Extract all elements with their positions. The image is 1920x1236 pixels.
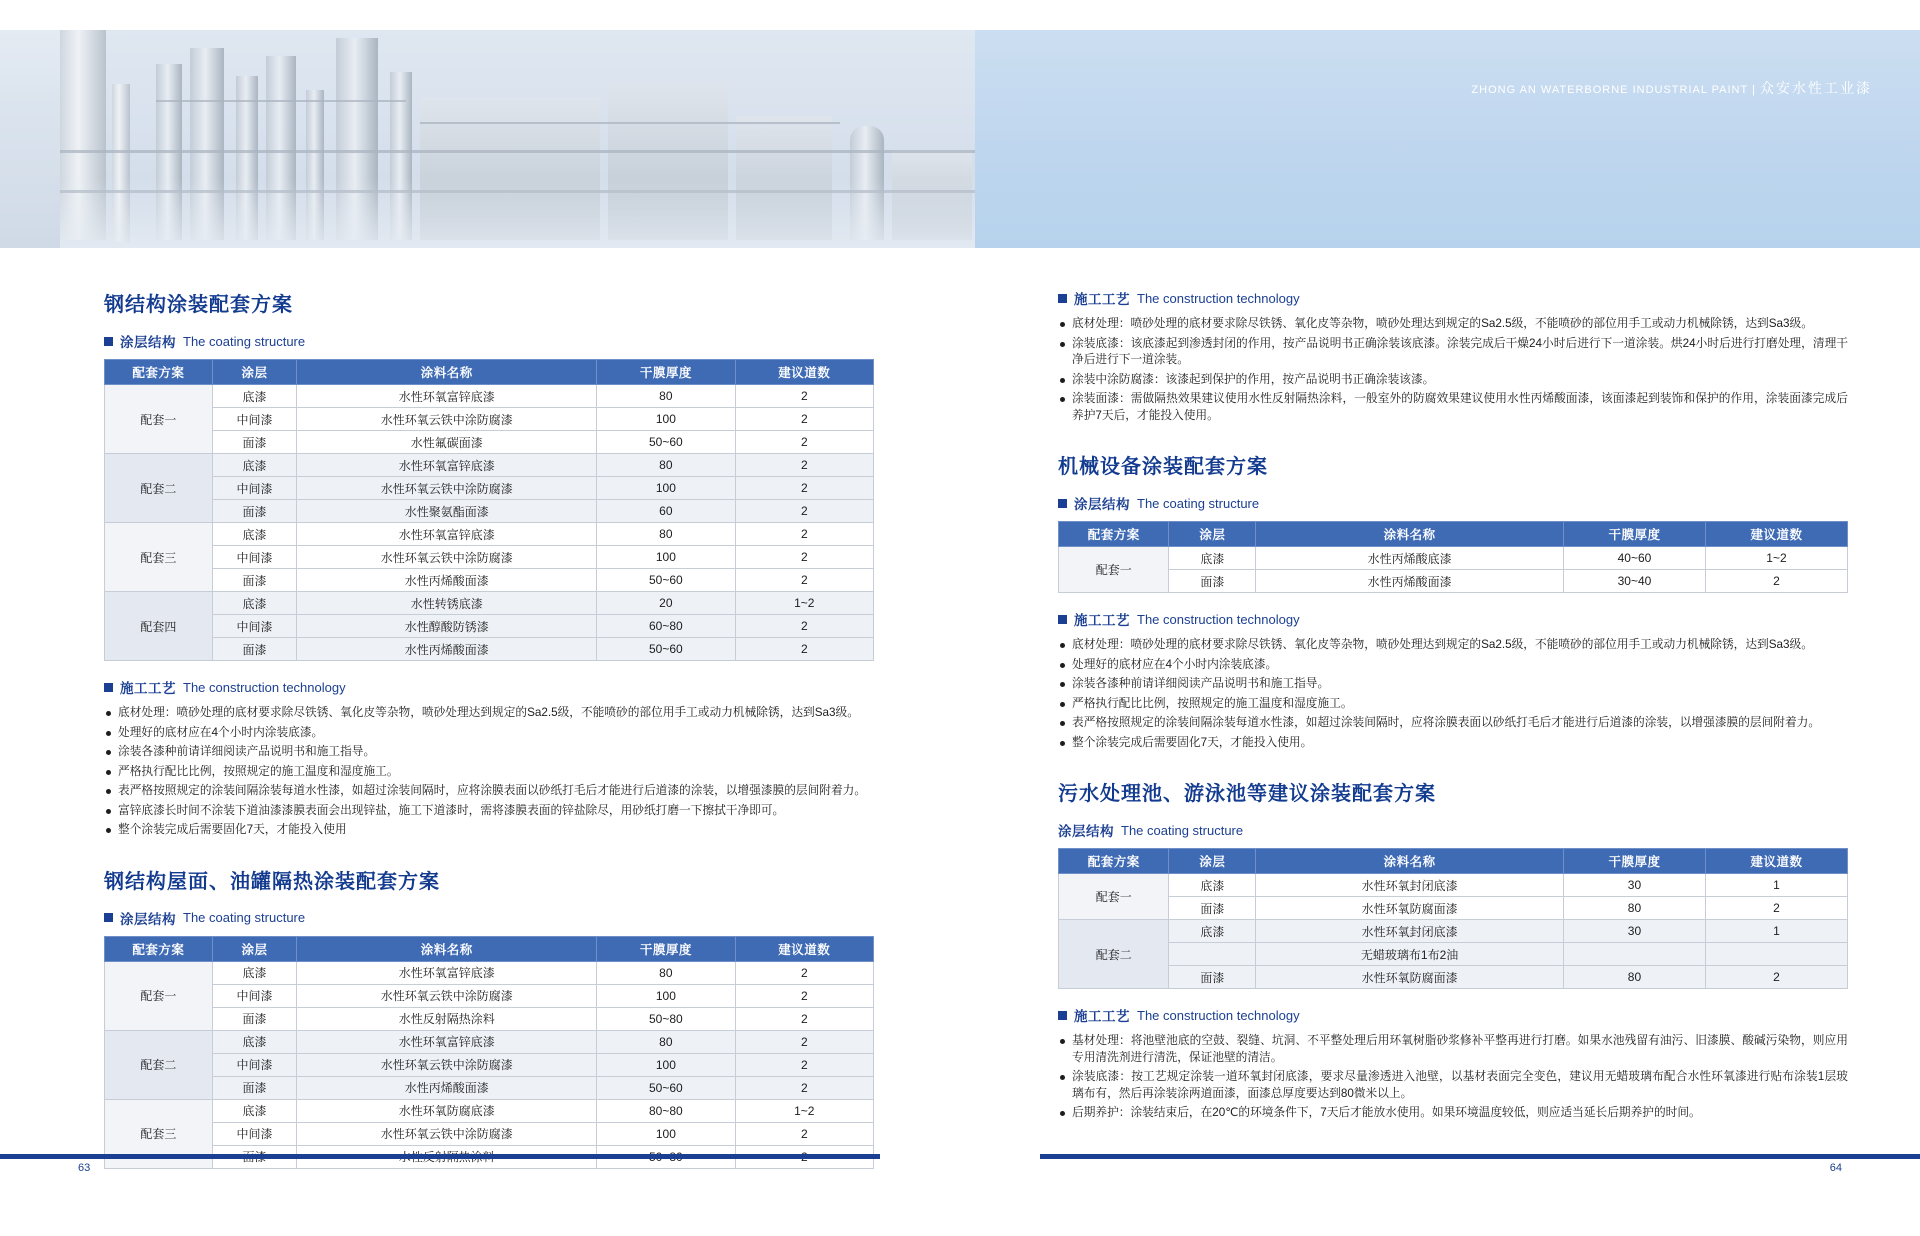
cell-coats: 2 xyxy=(735,984,873,1007)
bullet-item: 表严格按照规定的涂装间隔涂装每道水性漆，如超过涂装间隔时，应将涂膜表面以砂纸打毛后才能进行后道漆的涂装，以增强漆膜的层间附着力。 xyxy=(104,783,874,800)
cell-thickness: 30~40 xyxy=(1563,570,1705,593)
cell-layer: 面漆 xyxy=(212,1076,297,1099)
square-bullet-icon xyxy=(104,337,113,346)
cell-layer: 面漆 xyxy=(1169,570,1256,593)
square-bullet-icon xyxy=(104,913,113,922)
cell-coats: 2 xyxy=(735,1030,873,1053)
cell-coats: 2 xyxy=(735,523,873,546)
section-machinery xyxy=(1058,450,1848,751)
cell-thickness: 100 xyxy=(597,1122,735,1145)
cell-layer: 中间漆 xyxy=(212,1053,297,1076)
cell-thickness: 100 xyxy=(597,984,735,1007)
col-thickness: 干膜厚度 xyxy=(1563,522,1705,547)
table-body xyxy=(1059,874,1848,989)
cell-thickness: 80 xyxy=(597,961,735,984)
cell-thickness: 100 xyxy=(597,546,735,569)
cell-layer: 中间漆 xyxy=(212,546,297,569)
table-row xyxy=(105,638,874,661)
cell-thickness: 30 xyxy=(1563,874,1705,897)
table-row xyxy=(105,1007,874,1030)
bullet-item: 底材处理：喷砂处理的底材要求除尽铁锈、氧化皮等杂物，喷砂处理达到规定的Sa2.5级，不能喷砂的部位用手工或动力机械除锈，达到Sa3级。 xyxy=(104,705,874,722)
col-paint-name: 涂料名称 xyxy=(1256,849,1564,874)
cell-layer xyxy=(1169,943,1256,966)
cell-paint-name: 水性环氧云铁中涂防腐漆 xyxy=(297,408,597,431)
table-row xyxy=(105,1053,874,1076)
cell-paint-name: 水性环氧云铁中涂防腐漆 xyxy=(297,1122,597,1145)
col-paint-name: 涂料名称 xyxy=(297,360,597,385)
cell-thickness: 50~60 xyxy=(597,569,735,592)
col-thickness: 干膜厚度 xyxy=(597,936,735,961)
cell-paint-name: 水性转锈底漆 xyxy=(297,592,597,615)
tech-list-2 xyxy=(1058,637,1848,751)
brand-english: ZHONG AN WATERBORNE INDUSTRIAL PAINT xyxy=(1471,84,1749,96)
cell-coats: 1 xyxy=(1705,920,1847,943)
cell-plan: 配套一 xyxy=(1059,874,1169,920)
cell-layer: 底漆 xyxy=(1169,874,1256,897)
table-body xyxy=(1059,547,1848,593)
section-title-roof-tank: 钢结构屋面、油罐隔热涂装配套方案 xyxy=(104,870,440,893)
table-row xyxy=(105,961,874,984)
subheading-en: The coating structure xyxy=(1121,822,1244,838)
brand-lockup xyxy=(1471,78,1872,98)
tech-block-machinery xyxy=(1058,609,1848,751)
cell-paint-name: 水性环氧富锌底漆 xyxy=(297,454,597,477)
cell-layer: 面漆 xyxy=(212,1007,297,1030)
subheading-cn: 施工工艺 xyxy=(1074,1009,1130,1024)
cell-coats: 2 xyxy=(735,477,873,500)
subheading-coating-structure-3 xyxy=(1058,493,1848,513)
banner-right-panel xyxy=(975,0,1920,258)
cell-layer: 底漆 xyxy=(1169,547,1256,570)
table-header-row xyxy=(105,360,874,385)
square-bullet-icon xyxy=(104,683,113,692)
table-row xyxy=(105,546,874,569)
cell-coats: 2 xyxy=(1705,966,1847,989)
table-row xyxy=(1059,897,1848,920)
bullet-item: 富锌底漆长时间不涂装下道油漆漆膜表面会出现锌盐，施工下道漆时，需将漆膜表面的锌盐除尽，用砂纸打磨一下擦拭干净即可。 xyxy=(104,803,874,820)
table-machinery xyxy=(1058,521,1848,593)
cell-layer: 面漆 xyxy=(212,500,297,523)
cell-layer: 底漆 xyxy=(212,1099,297,1122)
table-row xyxy=(105,1099,874,1122)
tech-block-pool xyxy=(1058,1005,1848,1122)
cell-paint-name: 水性丙烯酸面漆 xyxy=(297,569,597,592)
cell-plan: 配套一 xyxy=(105,385,213,454)
square-bullet-icon xyxy=(1058,615,1067,624)
cell-paint-name: 水性环氧富锌底漆 xyxy=(297,523,597,546)
cell-coats: 2 xyxy=(735,615,873,638)
footer-right xyxy=(1020,1154,1920,1174)
section-pool xyxy=(1058,777,1848,1122)
cell-layer: 底漆 xyxy=(212,523,297,546)
cell-layer: 底漆 xyxy=(212,385,297,408)
cell-layer: 中间漆 xyxy=(212,615,297,638)
cell-plan: 配套二 xyxy=(1059,920,1169,989)
cell-layer: 底漆 xyxy=(212,1030,297,1053)
cell-layer: 面漆 xyxy=(212,431,297,454)
cell-coats: 2 xyxy=(735,408,873,431)
subheading-cn: 施工工艺 xyxy=(1074,292,1130,307)
cell-coats xyxy=(1705,943,1847,966)
table-body xyxy=(105,961,874,1168)
table-steel-structure xyxy=(104,359,874,661)
col-thickness: 干膜厚度 xyxy=(597,360,735,385)
cell-thickness: 50~80 xyxy=(597,1007,735,1030)
cell-coats: 2 xyxy=(735,1053,873,1076)
cell-layer: 底漆 xyxy=(1169,920,1256,943)
square-bullet-icon xyxy=(1058,1011,1067,1020)
col-plan: 配套方案 xyxy=(1059,849,1169,874)
brand-chinese: 众安水性工业漆 xyxy=(1760,80,1872,96)
section-title-steel-structure: 钢结构涂装配套方案 xyxy=(104,294,293,316)
footer-bar xyxy=(1040,1154,1920,1159)
bullet-item: 严格执行配比比例，按照规定的施工温度和湿度施工。 xyxy=(1058,696,1848,713)
table-row xyxy=(105,454,874,477)
cell-coats: 1 xyxy=(1705,874,1847,897)
cell-paint-name: 水性丙烯酸面漆 xyxy=(1256,570,1564,593)
cell-coats: 2 xyxy=(735,385,873,408)
table-row xyxy=(105,569,874,592)
col-plan: 配套方案 xyxy=(105,936,213,961)
cell-paint-name: 水性环氧富锌底漆 xyxy=(297,961,597,984)
cell-coats: 1~2 xyxy=(735,1099,873,1122)
cell-paint-name: 水性聚氨酯面漆 xyxy=(297,500,597,523)
cell-layer: 底漆 xyxy=(212,961,297,984)
col-layer: 涂层 xyxy=(1169,522,1256,547)
table-header-row xyxy=(1059,522,1848,547)
cell-paint-name: 水性丙烯酸面漆 xyxy=(297,638,597,661)
table-row xyxy=(105,592,874,615)
cell-coats: 2 xyxy=(1705,570,1847,593)
subheading-en: The coating structure xyxy=(1137,495,1260,511)
col-paint-name: 涂料名称 xyxy=(297,936,597,961)
bullet-item: 整个涂装完成后需要固化7天，才能投入使用。 xyxy=(1058,735,1848,752)
cell-coats: 2 xyxy=(735,569,873,592)
tech-list-3 xyxy=(1058,1033,1848,1122)
footer-bar xyxy=(0,1154,880,1159)
cell-thickness: 100 xyxy=(597,1053,735,1076)
cell-layer: 底漆 xyxy=(212,592,297,615)
bullet-item: 底材处理：喷砂处理的底材要求除尽铁锈、氧化皮等杂物，喷砂处理达到规定的Sa2.5级，不能喷砂的部位用手工或动力机械除锈，达到Sa3级。 xyxy=(1058,637,1848,654)
cell-thickness xyxy=(1563,943,1705,966)
cell-thickness: 80 xyxy=(597,1030,735,1053)
subheading-en: The coating structure xyxy=(183,910,306,925)
cell-thickness: 50~60 xyxy=(597,431,735,454)
table-row xyxy=(1059,966,1848,989)
bullet-item: 表严格按照规定的涂装间隔涂装每道水性漆，如超过涂装间隔时，应将涂膜表面以砂纸打毛后才能进行后道漆的涂装，以增强漆膜的层间附着力。 xyxy=(1058,715,1848,732)
cell-paint-name: 水性醇酸防锈漆 xyxy=(297,615,597,638)
cell-paint-name: 水性环氧封闭底漆 xyxy=(1256,874,1564,897)
bullet-item: 涂装各漆种前请详细阅读产品说明书和施工指导。 xyxy=(1058,676,1848,693)
cell-plan: 配套二 xyxy=(105,1030,213,1099)
table-row xyxy=(1059,920,1848,943)
table-row xyxy=(105,984,874,1007)
table-row xyxy=(105,477,874,500)
col-layer: 涂层 xyxy=(212,936,297,961)
cell-thickness: 30 xyxy=(1563,920,1705,943)
cell-thickness: 80 xyxy=(597,523,735,546)
table-row xyxy=(105,408,874,431)
col-layer: 涂层 xyxy=(212,360,297,385)
cell-thickness: 60~80 xyxy=(597,615,735,638)
cell-layer: 面漆 xyxy=(212,569,297,592)
table-header-row xyxy=(105,936,874,961)
section-title-machinery: 机械设备涂装配套方案 xyxy=(1058,456,1268,478)
bullet-item: 底材处理：喷砂处理的底材要求除尽铁锈、氧化皮等杂物，喷砂处理达到规定的Sa2.5级，不能喷砂的部位用手工或动力机械除锈，达到Sa3级。 xyxy=(1058,316,1848,333)
subheading-cn: 涂层结构 xyxy=(120,911,176,927)
section-title-pool: 污水处理池、游泳池等建议涂装配套方案 xyxy=(1058,783,1436,805)
bullet-item: 涂装底漆：该底漆起到渗透封闭的作用，按产品说明书正确涂装该底漆。涂装完成后干燥24小时后进行下一道涂装。烘24小时后进行打磨处理，清理干净后进行下一道涂装。 xyxy=(1058,336,1848,369)
cell-layer: 面漆 xyxy=(1169,897,1256,920)
cell-coats: 1~2 xyxy=(735,592,873,615)
cell-layer: 面漆 xyxy=(212,638,297,661)
col-plan: 配套方案 xyxy=(105,360,213,385)
subheading-en: The construction technology xyxy=(1137,1007,1300,1023)
cell-paint-name: 水性环氧云铁中涂防腐漆 xyxy=(297,1053,597,1076)
cell-layer: 中间漆 xyxy=(212,408,297,431)
cell-paint-name: 水性丙烯酸面漆 xyxy=(297,1076,597,1099)
right-column xyxy=(1058,288,1848,1125)
square-bullet-icon xyxy=(1058,294,1067,303)
col-plan: 配套方案 xyxy=(1059,522,1169,547)
cell-thickness: 100 xyxy=(597,477,735,500)
bullet-item: 涂装各漆种前请详细阅读产品说明书和施工指导。 xyxy=(104,744,874,761)
table-row xyxy=(105,523,874,546)
cell-paint-name: 水性环氧富锌底漆 xyxy=(297,385,597,408)
col-paint-name: 涂料名称 xyxy=(1256,522,1564,547)
table-row xyxy=(105,1076,874,1099)
col-coats: 建议道数 xyxy=(1705,849,1847,874)
cell-layer: 中间漆 xyxy=(212,1122,297,1145)
tech-block-continued xyxy=(1058,288,1848,424)
subheading-en: The construction technology xyxy=(1137,611,1300,627)
brand-divider: | xyxy=(1752,84,1756,96)
industrial-plant-photo xyxy=(60,30,975,248)
page-number-right: 64 xyxy=(1829,1162,1842,1174)
bullet-item: 整个涂装完成后需要固化7天，才能投入使用 xyxy=(104,822,874,839)
cell-coats: 2 xyxy=(735,1076,873,1099)
bullet-item: 严格执行配比比例，按照规定的施工温度和湿度施工。 xyxy=(104,764,874,781)
cell-thickness: 100 xyxy=(597,408,735,431)
col-coats: 建议道数 xyxy=(1705,522,1847,547)
table-row xyxy=(1059,570,1848,593)
cell-paint-name: 水性环氧防腐面漆 xyxy=(1256,966,1564,989)
cell-layer: 底漆 xyxy=(212,454,297,477)
cell-layer: 中间漆 xyxy=(212,477,297,500)
cell-layer: 面漆 xyxy=(1169,966,1256,989)
subheading-coating-structure-4 xyxy=(1058,820,1848,840)
cell-coats: 2 xyxy=(735,500,873,523)
cell-paint-name: 水性环氧云铁中涂防腐漆 xyxy=(297,984,597,1007)
top-banner xyxy=(0,0,1920,258)
tech-list-1 xyxy=(104,705,874,839)
cell-coats: 2 xyxy=(735,431,873,454)
table-row xyxy=(105,500,874,523)
cell-thickness: 80 xyxy=(1563,897,1705,920)
cell-paint-name: 无蜡玻璃布1布2油 xyxy=(1256,943,1564,966)
cell-thickness: 20 xyxy=(597,592,735,615)
cell-thickness: 80 xyxy=(597,454,735,477)
cell-plan: 配套一 xyxy=(105,961,213,1030)
subheading-construction-tech-3 xyxy=(1058,1005,1848,1025)
cell-coats: 2 xyxy=(735,961,873,984)
cell-paint-name: 水性反射隔热涂料 xyxy=(297,1007,597,1030)
cell-coats: 2 xyxy=(735,454,873,477)
cell-paint-name: 水性氟碳面漆 xyxy=(297,431,597,454)
cell-plan: 配套二 xyxy=(105,454,213,523)
cell-plan: 配套三 xyxy=(105,523,213,592)
cell-thickness: 80 xyxy=(1563,966,1705,989)
cell-coats: 2 xyxy=(735,1122,873,1145)
col-layer: 涂层 xyxy=(1169,849,1256,874)
col-thickness: 干膜厚度 xyxy=(1563,849,1705,874)
cell-paint-name: 水性丙烯酸底漆 xyxy=(1256,547,1564,570)
table-row xyxy=(1059,547,1848,570)
square-bullet-icon xyxy=(1058,499,1067,508)
table-roof-tank xyxy=(104,936,874,1169)
table-row xyxy=(1059,874,1848,897)
subheading-coating-structure-2 xyxy=(104,908,874,928)
section-roof-tank xyxy=(104,865,874,1169)
subheading-construction-tech-1 xyxy=(104,677,874,697)
subheading-en: The construction technology xyxy=(1137,290,1300,306)
cell-layer: 中间漆 xyxy=(212,984,297,1007)
bullet-item: 后期养护：涂装结束后，在20℃的环境条件下，7天后才能放水使用。如果环境温度较低，则应适当延长后期养护的时间。 xyxy=(1058,1105,1848,1122)
table-row xyxy=(105,385,874,408)
table-pool xyxy=(1058,848,1848,989)
subheading-cn: 施工工艺 xyxy=(120,681,176,696)
table-row xyxy=(105,615,874,638)
subheading-cn: 涂层结构 xyxy=(1074,497,1130,512)
cell-plan: 配套三 xyxy=(105,1099,213,1168)
cell-thickness: 50~60 xyxy=(597,1076,735,1099)
table-row xyxy=(105,1030,874,1053)
page-number-left: 63 xyxy=(78,1162,91,1174)
subheading-cn: 施工工艺 xyxy=(1074,613,1130,628)
table-row xyxy=(105,431,874,454)
subheading-construction-tech-cont xyxy=(1058,288,1848,308)
tech-list-cont xyxy=(1058,316,1848,424)
subheading-en: The construction technology xyxy=(183,679,346,695)
subheading-en: The coating structure xyxy=(183,333,306,349)
subheading-construction-tech-2 xyxy=(1058,609,1848,629)
bullet-item: 处理好的底材应在4个小时内涂装底漆。 xyxy=(1058,657,1848,674)
cell-thickness: 60 xyxy=(597,500,735,523)
tech-block-steel-structure xyxy=(104,677,874,839)
cell-thickness: 50~60 xyxy=(597,638,735,661)
footer-left xyxy=(0,1154,900,1174)
cell-coats: 2 xyxy=(1705,897,1847,920)
subheading-coating-structure-1 xyxy=(104,331,874,351)
cell-paint-name: 水性环氧云铁中涂防腐漆 xyxy=(297,546,597,569)
col-coats: 建议道数 xyxy=(735,936,873,961)
table-row xyxy=(1059,943,1848,966)
cell-plan: 配套四 xyxy=(105,592,213,661)
bullet-item: 涂装中涂防腐漆：该漆起到保护的作用，按产品说明书正确涂装该漆。 xyxy=(1058,372,1848,389)
bullet-item: 涂装面漆：需做隔热效果建议使用水性反射隔热涂料，一般室外的防腐效果建议使用水性丙烯酸面漆，该面漆起到装饰和保护的作用，涂装面漆完成后养护7天后，才能投入使用。 xyxy=(1058,391,1848,424)
cell-plan: 配套一 xyxy=(1059,547,1169,593)
cell-paint-name: 水性环氧富锌底漆 xyxy=(297,1030,597,1053)
cell-coats: 2 xyxy=(735,638,873,661)
cell-thickness: 80~80 xyxy=(597,1099,735,1122)
table-row xyxy=(105,1122,874,1145)
cell-coats: 2 xyxy=(735,546,873,569)
cell-paint-name: 水性环氧云铁中涂防腐漆 xyxy=(297,477,597,500)
cell-paint-name: 水性环氧防腐面漆 xyxy=(1256,897,1564,920)
cell-coats: 1~2 xyxy=(1705,547,1847,570)
bullet-item: 处理好的底材应在4个小时内涂装底漆。 xyxy=(104,725,874,742)
bullet-item: 涂装底漆：按工艺规定涂装一道环氧封闭底漆，要求尽量渗透进入池壁，以基材表面完全变色，建议用无蜡玻璃布配合水性环氧漆进行贴布涂装1层玻璃布有，然后再涂装涂两道面漆，面漆总厚度要达到80微米以上。 xyxy=(1058,1069,1848,1102)
bullet-item: 基材处理：将池壁池底的空鼓、裂缝、坑洞、不平整处理后用环氧树脂砂浆修补平整再进行打磨。如果水池残留有油污、旧漆膜、酸碱污染物，则应用专用清洗剂进行清洗，保证池壁的清洁。 xyxy=(1058,1033,1848,1066)
table-header-row xyxy=(1059,849,1848,874)
cell-thickness: 40~60 xyxy=(1563,547,1705,570)
left-column xyxy=(104,288,874,1169)
cell-coats: 2 xyxy=(735,1007,873,1030)
subheading-cn: 涂层结构 xyxy=(120,335,176,350)
cell-paint-name: 水性环氧防腐底漆 xyxy=(297,1099,597,1122)
cell-thickness: 80 xyxy=(597,385,735,408)
cell-paint-name: 水性环氧封闭底漆 xyxy=(1256,920,1564,943)
subheading-cn: 涂层结构 xyxy=(1058,824,1114,839)
col-coats: 建议道数 xyxy=(735,360,873,385)
table-body xyxy=(105,385,874,661)
